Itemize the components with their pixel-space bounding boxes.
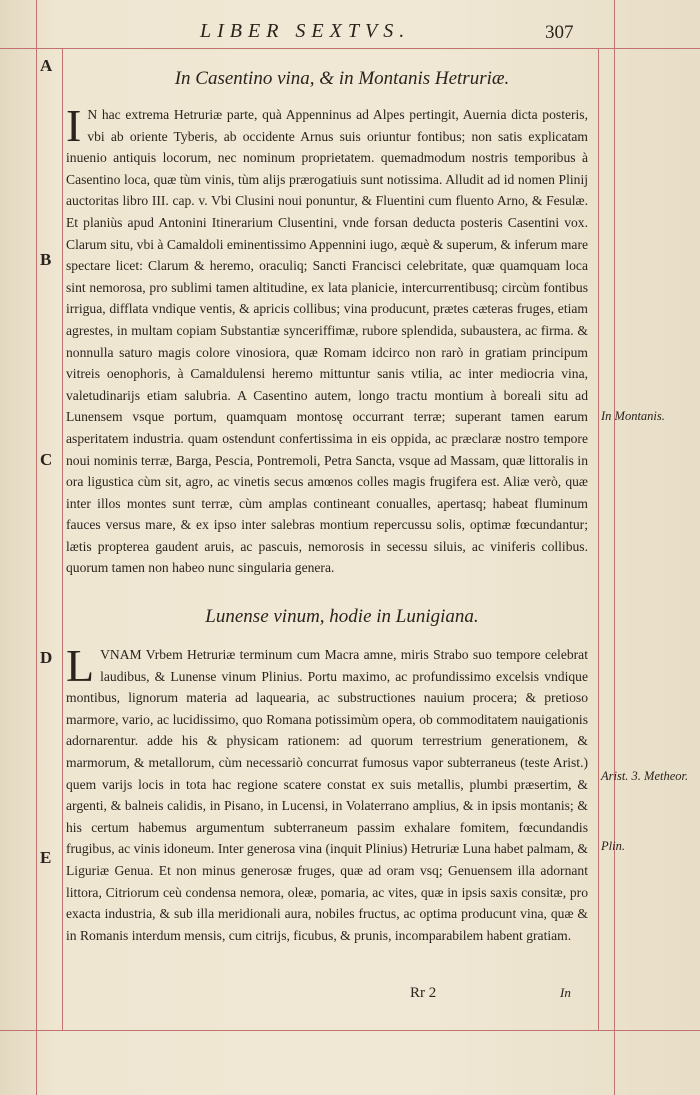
signature-mark: Rr 2: [410, 985, 437, 1001]
section-heading-lunense: Lunense vinum, hodie in Lunigiana.: [205, 606, 479, 627]
marginal-note: In Montanis.: [601, 409, 665, 423]
page-number: 307: [545, 22, 574, 43]
section-letter-c: C: [40, 450, 53, 469]
inner-left-rule: [62, 48, 63, 1030]
section-letter-b: B: [40, 250, 52, 269]
section-text: N hac extrema Hetruriæ parte, quà Appenninus ad Alpes pertingit, Auernia dicta posteris, vbi ab oriente Tyberis, ab occidente Arnus suis oriuntur fontibus; non satis explicatam inuenio antiquis locorum, nec nominum proprietatem. quemadmodum nostris temporibus à Casentino loca, quæ tùm vinis, tùm alijs prærogatiuis sunt notissima. Alludit ad id nomen Plinij auctoritas libro III. cap. v. Vbi Clusini noui ponuntur, & Fluentini cum fluento Arno, & Fesulæ. Et planiùs apud Antonini Itinerarium Clusentini, vnde forsan deducta posteris Casentini vox. Clarum situ, vbi à Camaldoli eminentissimo Appennini iugo, æquè & superum, & inferum mare spectare licet: Clarum & heremo, oraculiq; Sancti Francisci celebritate, quæ quamquam loca sint nemorosa, pro sublimi tamen altitudine, ex lata planicie, intercurrentibusq; circùm fontibus irrigua, difflata vndique ventis, & apricis collibus; vina producunt, prætes cæteras fruges, etiam agrestes, in multam copiam Substantiæ synceriffimæ, rubore splendida, subaustera, ac firma. & nonnulla saturo magis colore vinosiora, quæ Romam idcirco non rarò in gratiam principum vitreis oenophoris, à Camaldulensi heremo mittuntur sanis vtilia, ac inter mediocria vina, valetudinarijs etiam salubria. A Casentino autem, longo tractu montium à boreali situ ad Lunensem vsque portum, quamquam montosę occurrant terræ; superant tamen earum asperitatem industria. quam ostendunt confertissima in eis oppida, ac præclaræ nostro tempore noui nominis terræ, Barga, Pescia, Pontremoli, Petra Sancta, vsque ad Massam, quæ littoralis in ora ligustica cùm sit, agro, ac vinetis secus amœnos colles magis frugifera est. Aliæ verò, quæ inter illos montes sunt terræ, cùm amplas contineant conualles, apertasq; habeat fluminum fauces versus mare, & ex ipso inter salebras montium repercussu solis, optimæ fœcundantur; lætis propterea gaudent aruis, ac pascuis, nemorosis in secessu siluis, ac viniferis collibus. quorum tamen non habeo nunc singularia genera.: [66, 107, 588, 576]
inner-right-rule: [598, 48, 599, 1030]
section-letter-e: E: [40, 848, 52, 867]
section-letter-a: A: [40, 56, 53, 75]
section-body-lunense: [66, 640, 588, 946]
section-body-casentino: [66, 100, 588, 579]
catchword: In: [560, 985, 571, 1000]
running-head: LIBER SEXTVS.: [200, 20, 411, 42]
section-heading-casentino: In Casentino vina, & in Montanis Hetruriæ.: [174, 68, 510, 89]
marginal-note: Plin.: [601, 839, 625, 853]
outer-left-rule: [36, 0, 37, 1095]
drop-cap-initial: L: [66, 640, 95, 691]
outer-right-rule: [614, 0, 615, 1095]
section-text: VNAM Vrbem Hetruriæ terminum cum Macra amne, miris Strabo suo tempore celebrat laudibus, & Lunense vinum Plinius. Portu maximo, ac profundissimo excelsis vndique montibus, lignorum materia ad laquearia, ac substructiones nauium procera; & pretioso marmore, vario, ac lucidissimo, quo Romana potissimùm opera, ob commoditatem nauigationis adornarentur. adde his & physicam rationem: ad quorum terrestrium generationem, & marmorum, & metallorum, cùm necessariò concurrat fumosus vapor subterraneus (teste Arist.) quem varijs locis in tota hac regione scatere constat ex suis metallis, plumbi præsertim, & argenti, & balneis calidis, in Pisano, in Lucensi, in Volaterrano amplius, & in ipsis montanis; & his certum habemus argumentum subterraneum passim exhalare fomitem, fœcundandis frugibus, ac vinis idoneum. Inter generosa vina (inquit Plinius) Hetruriæ Luna habet palmam, & Liguriæ Genua. Et non minus generosæ fruges, quæ ad oram vsq; Genuensem illa adornant littora, Citriorum ceù condensa nemora, oleæ, pomaria, ac vites, quæ in ipsis saxis consitæ, pro exacta industria, & sub illa meridionali aura, nobiles fructus, ac optima producunt vina, quæ & in Romanis interdum mensis, cum citrijs, ficubus, & prunis, incomparabilem habent gratiam.: [66, 647, 588, 943]
marginal-note: Arist. 3. Metheor.: [601, 769, 689, 783]
bottom-rule: [0, 1030, 700, 1031]
top-rule: [0, 48, 700, 49]
drop-cap-initial: I: [66, 100, 82, 151]
section-letter-d: D: [40, 648, 53, 667]
